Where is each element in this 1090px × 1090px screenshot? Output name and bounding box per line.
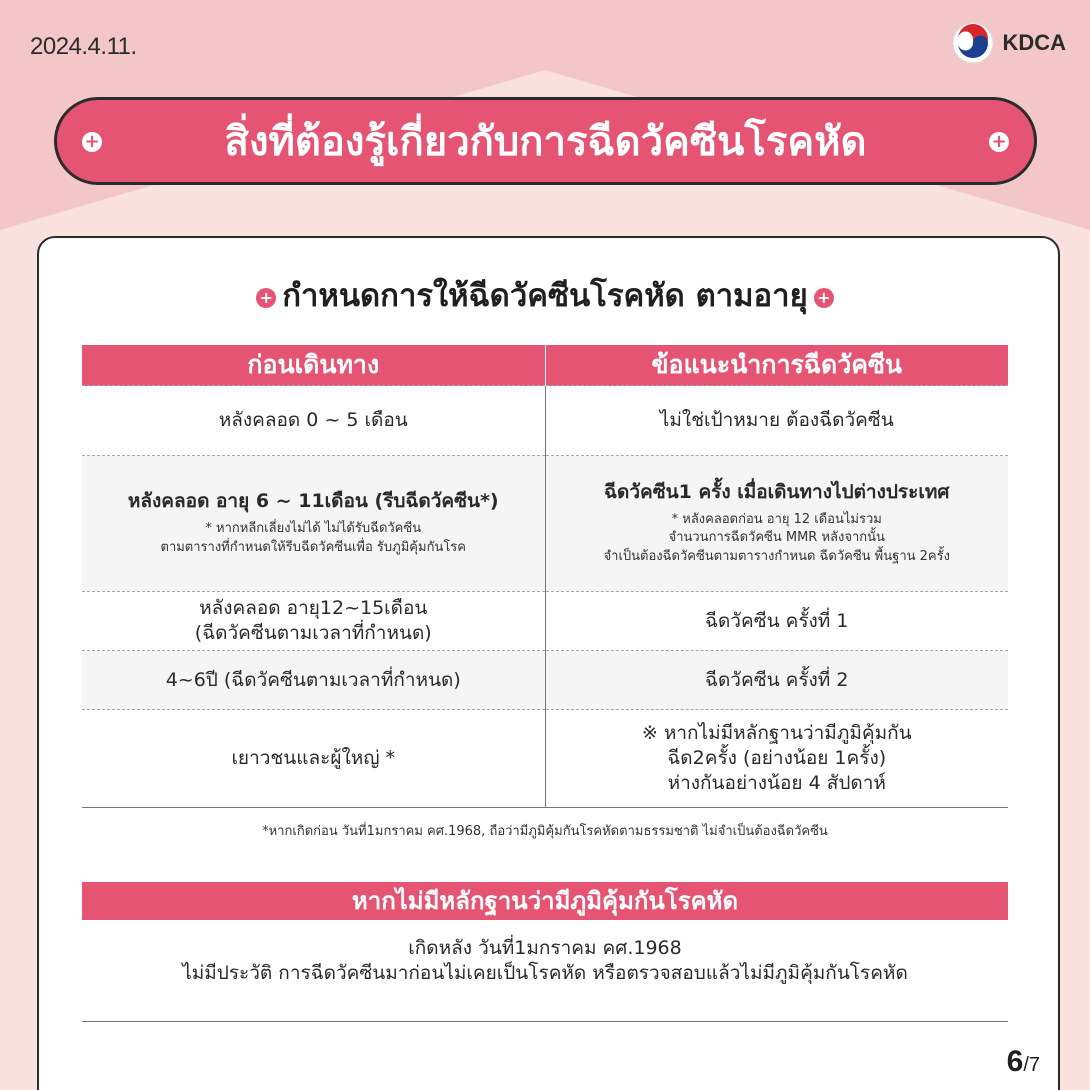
- cell-text: 4~6ปี (ฉีดวัคซีนตามเวลาที่กำหนด): [165, 668, 461, 691]
- cell-note-line: จำนวนการฉีดวัคซีน MMR หลังจากนั้น: [668, 530, 885, 546]
- table-cell: [545, 651, 1008, 710]
- table-row: [82, 651, 1008, 710]
- column-header-recommendation: ข้อแนะนำการฉีดวัคซีน: [545, 345, 1008, 386]
- table-footnote: *หากเกิดก่อน วันที่1มกราคม คศ.1968, ถือว่ามีภูมิคุ้มกันโรคหัดตามธรรมชาติ ไม่จำเป็นต้องฉีดวัคซีน: [262, 824, 828, 839]
- logo-text: KDCA: [1002, 30, 1066, 55]
- section-subtitle-text: กำหนดการให้ฉีดวัคซีนโรคหัด ตามอายุ: [282, 278, 808, 314]
- cell-note-line: * หลังคลอดก่อน อายุ 12 เดือนไม่รวม: [671, 511, 882, 527]
- vaccination-schedule-table: [82, 345, 1008, 808]
- evidence-heading: หากไม่มีหลักฐานว่ามีภูมิคุ้มกันโรคหัด: [82, 882, 1008, 920]
- page-title: สิ่งที่ต้องรู้เกี่ยวกับการฉีดวัคซีนโรคหัด: [224, 119, 867, 165]
- section-subtitle: [0, 270, 1090, 320]
- table-cell: [82, 386, 545, 456]
- taegeuk-logo-icon: [952, 22, 994, 64]
- evidence-line: เกิดหลัง วันที่1มกราคม คศ.1968: [408, 937, 682, 959]
- cell-text: หลังคลอด 0 ~ 5 เดือน: [218, 409, 408, 432]
- table-cell: [545, 592, 1008, 651]
- page-total: /7: [1023, 1054, 1040, 1076]
- cell-text: เยาวชนและผู้ใหญ่ *: [231, 747, 396, 770]
- table-row: [82, 386, 1008, 456]
- evidence-line: ไม่มีประวัติ การฉีดวัคซีนมาก่อนไม่เคยเป็นโรคหัด หรือตรวจสอบแล้วไม่มีภูมิคุ้มกันโรคหัด: [182, 961, 908, 984]
- table-cell: [545, 456, 1008, 592]
- table-cell: [545, 710, 1008, 808]
- divider: [82, 1021, 1008, 1022]
- cell-text: ฉีดวัคซีน ครั้งที่ 2: [705, 668, 849, 691]
- cell-text: (ฉีดวัคซีนตามเวลาที่กำหนด): [194, 622, 432, 644]
- table-cell: [545, 386, 1008, 456]
- date-label: 2024.4.11.: [30, 33, 137, 60]
- cell-note-line: * หากหลีกเลี่ยงไม่ได้ ไม่ได้รับฉีดวัคซีน: [205, 521, 422, 536]
- cell-note: [90, 520, 537, 558]
- cell-text: ห่างกันอย่างน้อย 4 สัปดาห์: [667, 771, 886, 794]
- page-indicator: [1007, 1045, 1040, 1079]
- table-cell: [82, 710, 545, 808]
- plus-circle-icon: +: [82, 132, 102, 152]
- cell-text: หลังคลอด อายุ 6 ~ 11เดือน (รีบฉีดวัคซีน*): [127, 490, 499, 513]
- cell-text: ※ หากไม่มีหลักฐานว่ามีภูมิคุ้มกัน: [641, 722, 912, 745]
- cell-text: หลังคลอด อายุ12~15เดือน: [199, 597, 428, 620]
- table-cell: [82, 592, 545, 651]
- cell-text: ฉีด2ครั้ง (อย่างน้อย 1ครั้ง): [667, 747, 887, 770]
- kdca-logo: [952, 22, 1066, 64]
- table-cell: [82, 651, 545, 710]
- table-header-row: [82, 345, 1008, 386]
- cell-note: [554, 511, 1001, 568]
- cell-text: ฉีดวัคซีน1 ครั้ง เมื่อเดินทางไปต่างประเทศ: [604, 480, 950, 503]
- page-current: 6: [1006, 1045, 1024, 1078]
- table-cell: [82, 456, 545, 592]
- plus-circle-icon: +: [989, 132, 1009, 152]
- plus-circle-icon: +: [814, 288, 834, 308]
- evidence-text: [82, 936, 1008, 985]
- cell-text: ฉีดวัคซีน ครั้งที่ 1: [705, 609, 849, 632]
- table-row: [82, 456, 1008, 592]
- cell-note-line: จำเป็นต้องฉีดวัคซีนตามตารางกำหนด ฉีดวัคซีน พื้นฐาน 2ครั้ง: [603, 549, 950, 565]
- column-header-before-travel: ก่อนเดินทาง: [82, 345, 545, 386]
- table-row: [82, 592, 1008, 651]
- cell-text: ไม่ใช่เป้าหมาย ต้องฉีดวัคซีน: [659, 409, 894, 432]
- title-banner: [54, 97, 1037, 185]
- table-row: [82, 710, 1008, 808]
- cell-note-line: ตามตารางที่กำหนดให้รีบฉีดวัคซีนเพื่อ รับภูมิคุ้มกันโรค: [160, 539, 466, 555]
- plus-circle-icon: +: [256, 288, 276, 308]
